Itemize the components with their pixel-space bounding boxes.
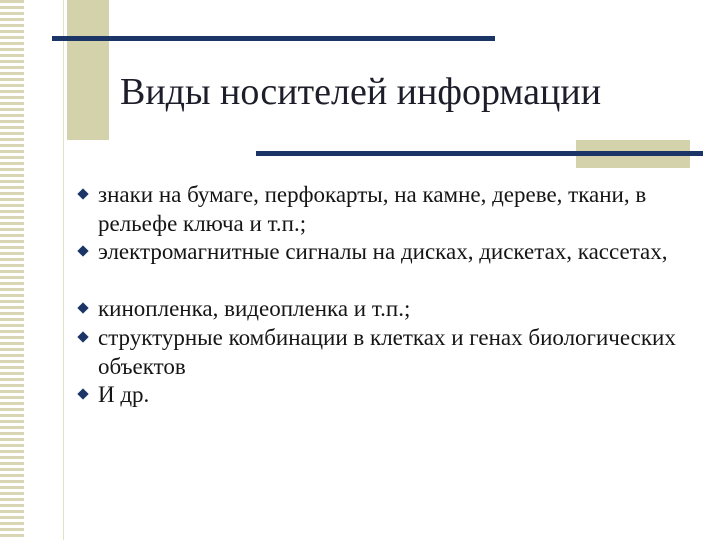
- bullet-item: [78, 238, 693, 295]
- bullet-item: [78, 295, 693, 324]
- diamond-bullet-icon: [77, 302, 88, 313]
- bullet-text: структурные комбинации в клетках и генах биологических объектов: [98, 325, 676, 379]
- bullet-item: [78, 181, 693, 238]
- decorative-stripes: [0, 0, 24, 540]
- decorative-vertical-rule: [63, 0, 64, 540]
- bullet-text: кинопленка, видеопленка и т.п.;: [98, 296, 411, 321]
- bullet-item: [78, 381, 693, 410]
- diamond-bullet-icon: [77, 188, 88, 199]
- bullet-text: знаки на бумаге, перфокарты, на камне, дереве, ткани, в рельефе ключа и т.п.;: [98, 182, 647, 236]
- bullet-list: [78, 181, 693, 410]
- bullet-item: [78, 324, 693, 381]
- title-bottom-bar: [256, 151, 703, 156]
- bullet-text: И др.: [98, 382, 150, 407]
- diamond-bullet-icon: [77, 331, 88, 342]
- diamond-bullet-icon: [77, 245, 88, 256]
- diamond-bullet-icon: [77, 388, 88, 399]
- bullet-text: электромагнитные сигналы на дисках, дискетах, кассетах,: [98, 239, 668, 264]
- title-accent-block: [67, 0, 109, 140]
- slide-title: Виды носителей информации: [120, 71, 602, 113]
- title-top-bar: [52, 36, 495, 41]
